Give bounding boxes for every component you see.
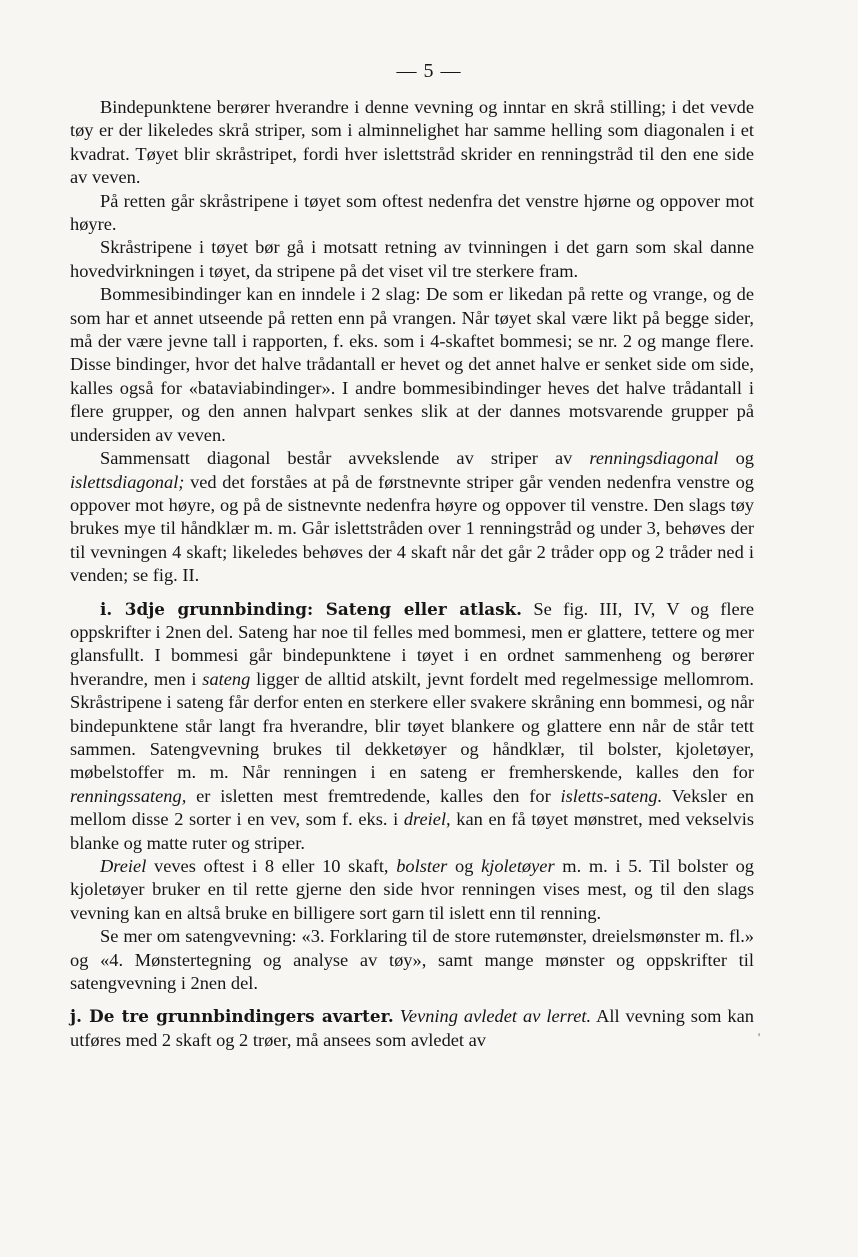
section-heading: j. De tre grunnbindingers avarter.	[70, 1006, 394, 1027]
text-run: ligger de alltid atskilt, jevnt fordelt med regelmessige mellomrom. Skråstripene i sateng får derfor enten en sterkere eller svakere skråning enn bommesi, og når bindepunktene står langt fra hverandre, blir tøyet blankere og glattere enn når de står tett sammen. Satengvevning brukes til dekketøyer og håndklær, til bolster, kjoletøyer, møbelstoffer m. m. Når renningen i en sateng er fremherskende, kalles den for	[70, 668, 754, 783]
text-run: og	[718, 448, 754, 469]
italic-term: Dreiel	[100, 856, 147, 876]
italic-term: Vevning avledet av lerret.	[399, 1006, 592, 1027]
paragraph: Bommesibindinger kan en inndele i 2 slag: De som er likedan på rette og vrange, og de som har et annet utseende på retten enn på vrangen. Når tøyet skal være likt på begge sider, må der være jevne tall i rapporten, f. eks. som i 4-skaftet bommesi; se nr. 2 og mange flere. Disse bindinger, hvor det halve trådantall er hevet og det annet halve er senket side om side, kalles også for «bataviabindinger». I andre bommesibindinger heves det halve trådantall i flere grupper, og den annen halvpart senkes slik at der dannes motsvarende grupper på undersiden av veven.	[70, 284, 754, 445]
text-run: Se fig. III, IV, V og flere oppskrifter i 2nen del. Sateng har noe til felles med bommesi, men er glattere, tettere og mer glansfullt. I bommesi går bindepunktene i tøyet i en ordnet sammenheng og berører hverandre, men i	[70, 598, 754, 689]
text-run: kan en få tøyet mønstret, med vekselvis blanke og matte ruter og striper.	[70, 809, 755, 853]
page-number: — 5 —	[396, 60, 462, 82]
italic-term: bolster	[396, 856, 448, 876]
paragraph: Bindepunktene berører hverandre i denne vevning og inntar en skrå stilling; i det vevde tøy er der likeledes skrå striper, som i alminnelighet har samme helling som diagonalen i et kvadrat. Tøyet blir skråstripet, fordi hver islettstråd skrider en renningstråd til den ene side av veven.	[70, 97, 754, 188]
paragraph	[70, 855, 754, 925]
text-run: Veksler en mellom disse 2 sorter i en vev, som f. eks. i	[70, 785, 755, 830]
text-run: m. m. i 5. Til bolster og kjoletøyer bruker en til rette gjerne den side hvor renningen vises mest, og til den slags vevning kan en altså bruke en billigere sort garn til islett enn til renning.	[70, 856, 755, 923]
paragraph: Skråstripene i tøyet bør gå i motsatt retning av tvinningen i det garn som skal danne hovedvirkningen i tøyet, da stripene på det viset vil tre sterkere fram.	[70, 237, 754, 281]
body-text	[70, 96, 754, 1052]
italic-term: sateng	[202, 668, 251, 689]
text-run: veves oftest i 8 eller 10 skaft,	[146, 856, 397, 876]
italic-term: islettsdiagonal;	[70, 471, 185, 492]
text-run: Sammensatt diagonal består avvekslende av striper av	[100, 448, 590, 469]
text-run: er isletten mest fremtredende, kalles den for	[186, 785, 561, 806]
text-run: All vevning som kan utføres med 2 skaft og 2 trøer, må ansees som avledet av	[70, 1006, 754, 1050]
italic-term: kjoletøyer	[481, 856, 555, 876]
section-paragraph	[70, 1005, 754, 1052]
text-run: ved det forståes at på de førstnevnte striper går venden nedenfra venstre og oppover mot høyre, og på de sistnevnte nedenfra høyre og oppover til venstre. Den slags tøy brukes mye til håndklær m. m. Går islettstråden over 1 renningstråd og under 3, behøves der til vevningen 4 skaft; likeledes behøves der 4 skaft når det går 2 tråder opp og 2 tråder ned i venden; se fig. II.	[70, 471, 754, 586]
italic-term: dreiel,	[403, 809, 451, 830]
section-paragraph	[70, 598, 754, 855]
section-heading: i. 3dje grunnbinding: Sateng eller atlask.	[100, 598, 523, 619]
paragraph: Se mer om satengvevning: «3. Forklaring til de store rutemønster, dreielsmønster m. fl.» og «4. Mønstertegning og analyse av tøy», samt mange mønster og oppskrifter til satengvevning i 2nen del.	[70, 926, 754, 994]
text-run: og	[447, 856, 482, 876]
margin-mark: '	[758, 1030, 761, 1044]
italic-term: renningssateng,	[70, 785, 187, 806]
paragraph	[70, 447, 754, 587]
paragraph: På retten går skråstripene i tøyet som oftest nedenfra det venstre hjørne og oppover mot høyre.	[70, 190, 754, 235]
italic-term: isletts-sateng.	[560, 785, 663, 806]
italic-term: renningsdiagonal	[589, 448, 719, 469]
